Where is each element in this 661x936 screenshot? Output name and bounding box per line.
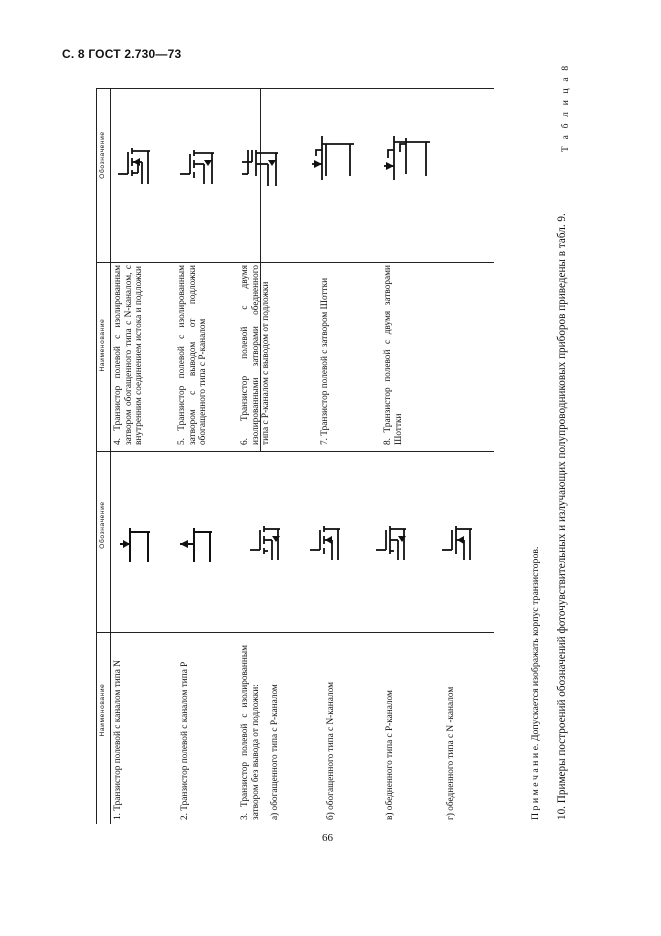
jfet-p-icon xyxy=(176,524,216,564)
table-col-sep-3 xyxy=(96,262,494,263)
mosfet-enh-p-bulk-icon xyxy=(176,142,220,186)
table-border-top xyxy=(96,88,494,89)
page-number: 66 xyxy=(322,832,333,844)
col-header-name-left: Наименование xyxy=(99,683,106,737)
table-caption: Т а б л и ц а 8 xyxy=(561,63,571,152)
col-header-name-right: Наименование xyxy=(99,318,106,372)
schottky-fet-icon xyxy=(306,130,360,184)
mosfet-enh-n-icon xyxy=(306,520,346,562)
row-4-name: 4. Транзистор полевой с изолированным затвором обогащенного типа с N-каналом, с внутренним соединением истока и подложки xyxy=(113,265,145,445)
mosfet-enh-n-internal-icon xyxy=(114,140,158,186)
mosfet-enh-p-icon xyxy=(246,520,286,562)
table-col-sep-2 xyxy=(96,451,494,452)
row-7-name: 7. Транзистор полевой с затвором Шоттки xyxy=(320,277,330,445)
mosfet-dep-n-icon xyxy=(438,520,480,562)
row-3a-name: а) обогащенного типа с P-каналом xyxy=(270,684,280,820)
table-col-sep-1 xyxy=(96,632,494,633)
schottky-dual-gate-icon xyxy=(378,130,436,186)
mosfet-dep-p-icon xyxy=(372,520,414,562)
table-head-sep-right xyxy=(110,88,111,824)
row-5-name: 5. Транзистор полевой с изолированным затвором с выводом от подложки обогащенного типа с P-каналом xyxy=(177,265,209,445)
row-6-name: 6. Транзистор полевой с двумя изолированными затворами обедненного типа с P-каналом с выводом от подложки xyxy=(240,265,272,445)
row-2-name: 2. Транзистор полевой с каналом типа P xyxy=(180,661,190,820)
row-3b-name: б) обогащенного типа с N-каналом xyxy=(326,682,336,820)
col-header-symbol-right: Обозначение xyxy=(99,131,106,179)
mosfet-dual-gate-icon xyxy=(238,142,284,188)
page-header: С. 8 ГОСТ 2.730—73 xyxy=(62,47,182,61)
section-10-text: 10. Примеры построений обозначений фоточувствительных и излучающих полупроводниковых приборов приведены в табл. 9. xyxy=(556,213,568,820)
row-3-name: 3. Транзистор полевой с изолированным затвором без вывода от подложки: xyxy=(240,645,261,820)
row-1-name: 1. Транзистор полевой с каналом типа N xyxy=(113,660,123,820)
col-header-symbol-left: Обозначение xyxy=(99,501,106,549)
row-3d-name: г) обедненного типа с N -каналом xyxy=(446,686,456,820)
table-head-sep-left xyxy=(96,88,97,824)
row-3c-name: в) обедненного типа с P-каналом xyxy=(385,690,395,820)
jfet-n-icon xyxy=(118,524,158,564)
row-8-name: 8. Транзистор полевой с двумя затворами Шоттки xyxy=(383,265,404,445)
table-note: П р и м е ч а н и е. Допускается изображать корпус транзисторов. xyxy=(530,546,541,820)
table-col-sep-5 xyxy=(96,808,97,824)
